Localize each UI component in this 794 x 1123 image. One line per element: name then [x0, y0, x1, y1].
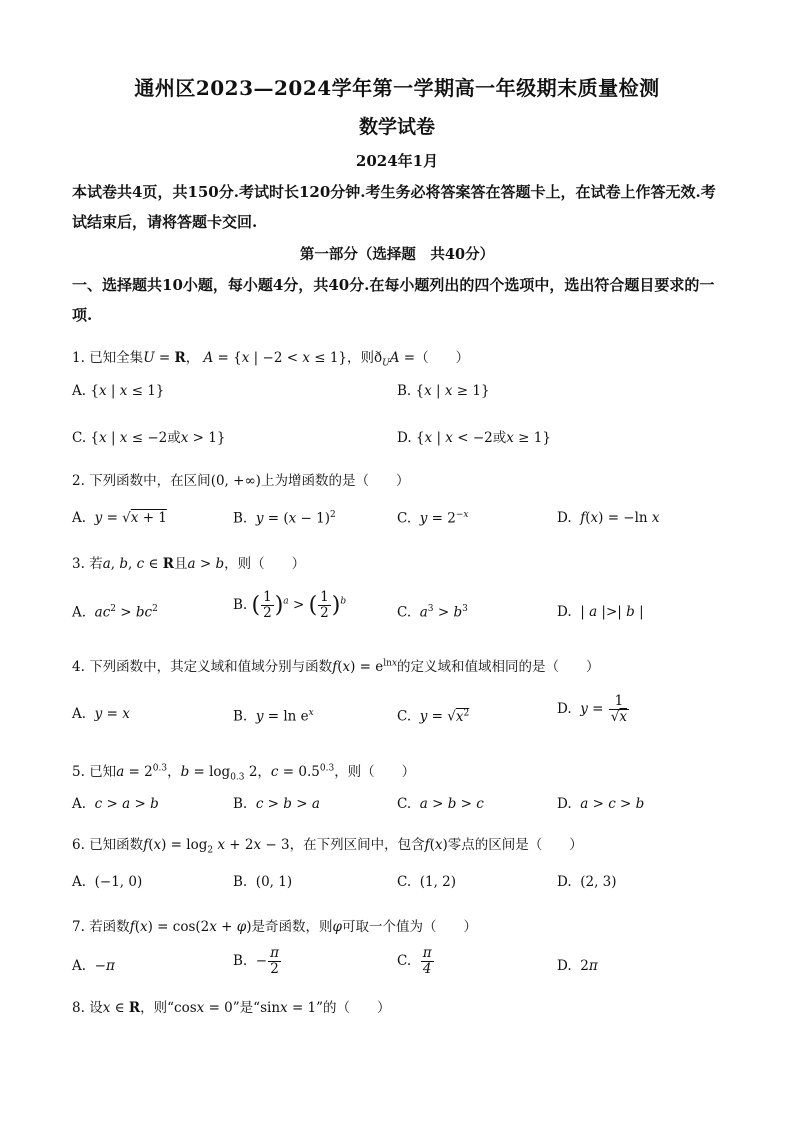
- q1-option-b: B. {x | x ≥ 1}: [397, 383, 490, 399]
- q7-option-d: D. 2π: [557, 958, 598, 974]
- exam-title: 通州区2023—2024学年第一学期高一年级期末质量检测: [134, 76, 660, 100]
- q7-option-a: A. −π: [72, 958, 115, 974]
- q3-option-c: C. $a^3 > b^3$: [397, 604, 468, 621]
- formula: A: [203, 350, 214, 366]
- q4-option-b: B. $y = \ln e^x$: [233, 708, 314, 725]
- q5-option-c: C. a > b > c: [397, 796, 484, 812]
- question-4-stem: 4. 下列函数中，其定义域和值域分别与函数$f(x) = e^{lnx}$的定义域和值域相同的是（ ）: [72, 658, 600, 675]
- exam-subject: 数学试卷: [358, 116, 435, 138]
- q6-option-b: B. (0, 1): [233, 874, 293, 890]
- q3-option-a: A. $ac^2 > bc^2$: [72, 604, 158, 621]
- q6-option-c: C. (1, 2): [397, 874, 457, 890]
- q5-option-d: D. a > c > b: [557, 796, 645, 812]
- q4-option-c: C. $y = √x^2$: [397, 708, 470, 725]
- q5-option-a: A. c > a > b: [72, 796, 159, 812]
- question-1-stem: 1. 已知全集U = R， A = {x | −2 < x ≤ 1}，则$ð_UA$ =（ ）: [72, 350, 470, 369]
- q3-option-b: B. ( $\frac{1}{2}$ )$^a$ > ( $\frac{1}{2}$ )$^b$: [233, 589, 347, 621]
- formula: U: [143, 350, 155, 366]
- q2-option-a: A. y = √x + 1: [72, 510, 167, 526]
- q4-option-a: A. y = x: [72, 706, 130, 722]
- q3-option-d: D. | a |>| b |: [557, 604, 644, 620]
- q2-option-c: C. $y = 2^{-x}$: [397, 510, 469, 527]
- q1-option-c: C. {x | x ≤ −2或x > 1}: [72, 430, 226, 446]
- question-6-stem: 6. 已知函数$f(x) = \log_2 x + 2x - 3$，在下列区间中，包含f(x)零点的区间是（ ）: [72, 837, 583, 856]
- question-5-stem: 5. 已知$a = 2^{0.3}$，$b = \log_{0.3} 2$，$c = 0.5^{0.3}$，则（ ）: [72, 763, 416, 783]
- section-instructions: 一、选择题共10小题，每小题4分，共40分.在每小题列出的四个选项中，选出符合题目要求的一项.: [72, 276, 715, 324]
- q6-option-a: A. (−1, 0): [72, 874, 143, 890]
- q6-option-d: D. (2, 3): [557, 874, 617, 890]
- question-3-stem: 3. 若a, b, c ∈ R且a > b，则（ ）: [72, 556, 306, 572]
- q5-option-b: B. c > b > a: [233, 796, 320, 812]
- question-2-stem: 2. 下列函数中，在区间(0, +∞)上为增函数的是（ ）: [72, 473, 410, 489]
- exam-intro: 本试卷共4页，共150分.考试时长120分钟.考生务必将答案答在答题卡上，在试卷上作答无效.考试结束后，请将答题卡交回.: [72, 183, 716, 231]
- q1-option-d: D. {x | x < −2或x ≥ 1}: [397, 430, 551, 446]
- q7-option-c: C. $\frac{\pi}{4}$: [397, 945, 432, 977]
- question-8-stem: 8. 设x ∈ R，则“cosx = 0”是“sinx = 1”的（ ）: [72, 1000, 391, 1016]
- q2-option-d: D. f(x) = −ln x: [557, 510, 660, 526]
- q4-option-d: D. y = $\frac{1}{√x}$: [557, 693, 628, 725]
- exam-date: 2024年1月: [355, 152, 439, 170]
- section-heading: 第一部分（选择题 共40分）: [299, 246, 495, 263]
- q7-option-b: B. − $\frac{\pi}{2}$: [233, 945, 279, 977]
- question-7-stem: 7. 若函数f(x) = cos(2x + φ)是奇函数，则φ可取一个值为（ ）: [72, 919, 477, 935]
- q1-option-a: A. {x | x ≤ 1}: [72, 383, 165, 399]
- q2-option-b: B. $y = (x - 1)^2$: [233, 510, 336, 527]
